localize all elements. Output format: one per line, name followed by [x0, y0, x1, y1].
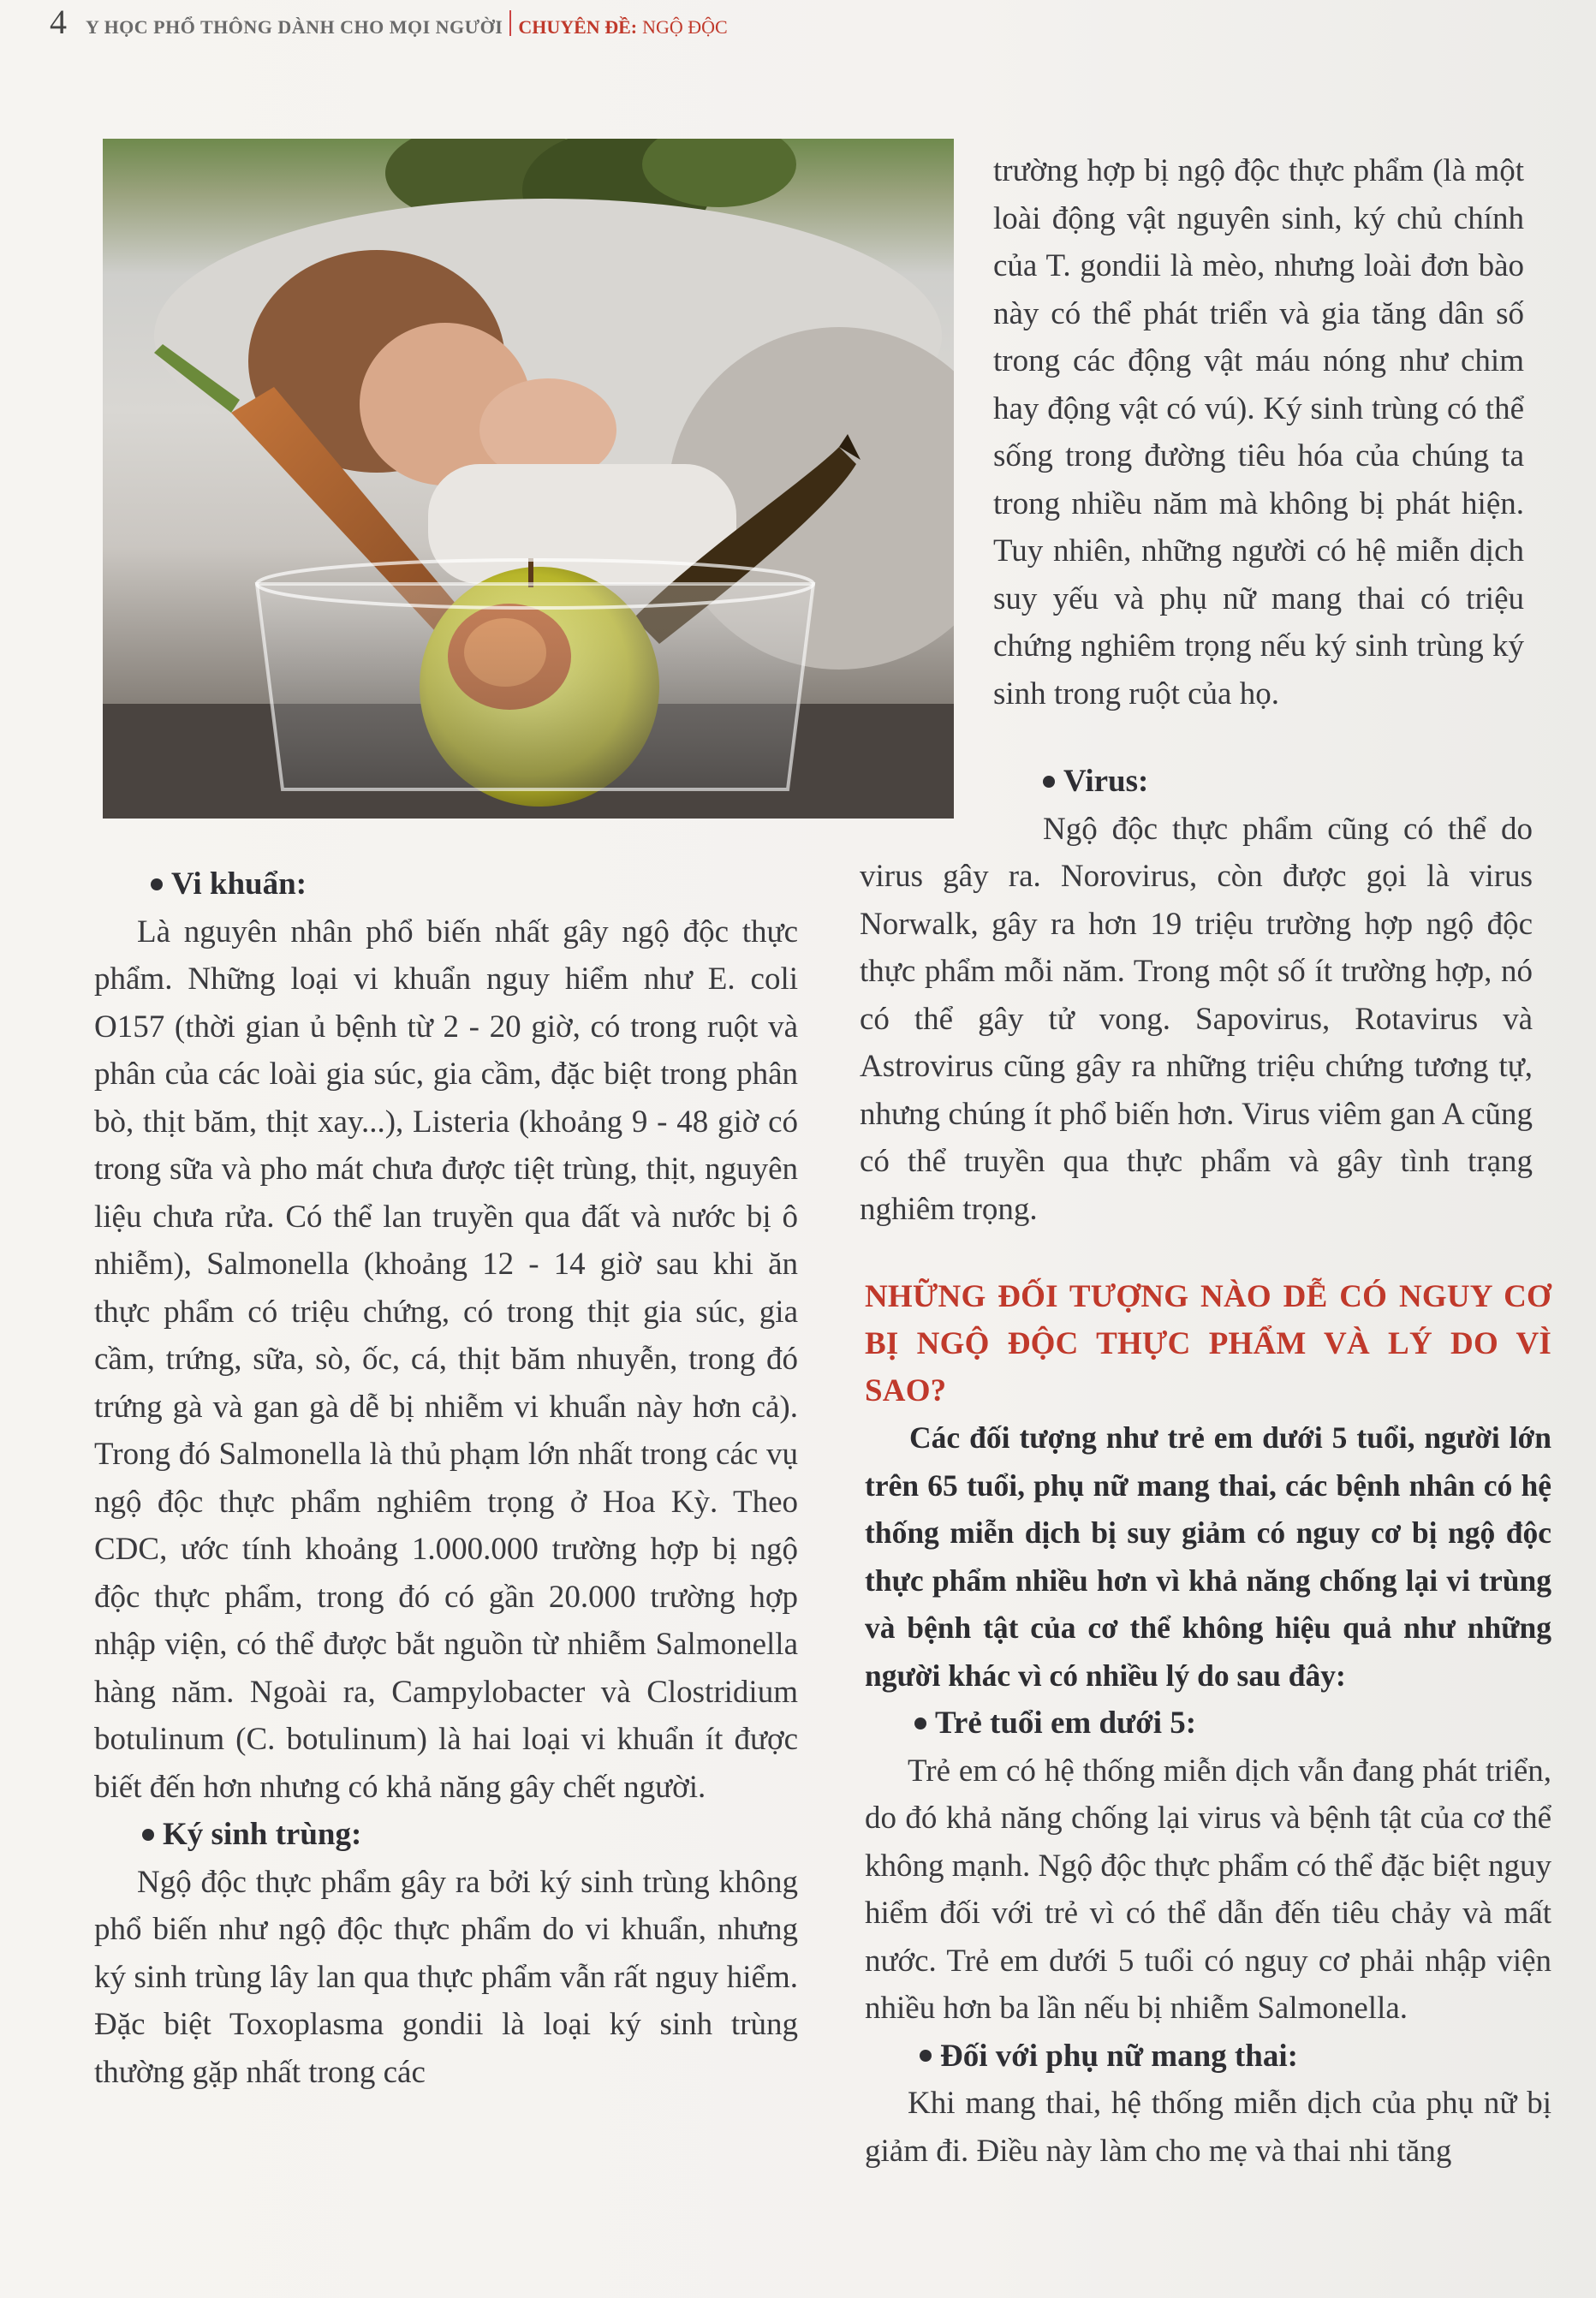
- bullet-dot-icon: [142, 1829, 154, 1841]
- header-divider: [509, 10, 511, 36]
- pregnant-text: Khi mang thai, hệ thống miễn dịch của phụ nữ bị giảm đi. Điều này làm cho mẹ và thai nhi tăng: [865, 2086, 1551, 2169]
- bullet-dot-icon: [151, 878, 163, 890]
- parasite-continuation-text: trường hợp bị ngộ độc thực phẩm (là một loài động vật nguyên sinh, ký chủ chính của T. gondii là mèo, nhưng loài đơn bào này có thể phát triển và gia tăng dân số trong các động vật máu nóng như chim hay động vật có vú). Ký sinh trùng có thể sống trong đường tiêu hóa của chúng ta trong nhiều năm mà không bị phát hiện. Tuy nhiên, những người có hệ miễn dịch suy yếu và phụ nữ mang thai có triệu chứng nghiêm trọng nếu ký sinh trùng ký sinh trong ruột của họ.: [993, 153, 1524, 711]
- article-photo: [103, 139, 954, 819]
- glass-bowl: [257, 560, 813, 789]
- pregnant-bullet: [865, 2033, 1551, 2081]
- children-label: Trẻ tuổi em dưới 5:: [935, 1706, 1197, 1741]
- right-column-continuation: [993, 147, 1524, 717]
- page-number: 4: [50, 3, 67, 41]
- children-text: Trẻ em có hệ thống miễn dịch vẫn đang phát triển, do đó khả năng chống lại virus và bệnh tật của cơ thể không mạnh. Ngộ độc thực phẩm có thể đặc biệt nguy hiểm đối với trẻ vì có thể dẫn đến tiêu chảy và mất nước. Trẻ em dưới 5 tuổi có nguy cơ phải nhập viện nhiều hơn ba lần nếu bị nhiễm Salmonella.: [865, 1753, 1552, 2026]
- page-header: [50, 2, 728, 45]
- bacteria-text: Là nguyên nhân phổ biến nhất gây ngộ độc thực phẩm. Những loại vi khuẩn nguy hiểm như E. coli O157 (thời gian ủ bệnh từ 2 - 20 giờ, có trong ruột và phân của các loài gia súc, gia cầm, đặc biệt trong phân bò, thịt băm, thịt xay...), Listeria (khoảng 9 - 48 giờ có trong sữa và pho mát chưa được tiệt trùng, thịt, nguyên liệu chưa rửa. Có thể lan truyền qua đất và nước bị ô nhiễm), Salmonella (khoảng 12 - 14 giờ sau khi ăn thực phẩm có triệu chứng, có trong thịt gia súc, gia cầm, trứng, sữa, sò, ốc, cá, thịt băm nhuyễn, trong đó trứng gà và gan gà dễ bị nhiễm vi khuẩn này hơn cả). Trong đó Salmonella là thủ phạm lớn nhất trong các vụ ngộ độc thực phẩm nghiêm trọng ở Hoa Kỳ. Theo CDC, ước tính khoảng 1.000.000 trường hợp bị ngộ độc thực phẩm, trong đó có gần 20.000 trường hợp nhập viện, có thể được bắt nguồn từ nhiễm Salmonella hàng năm. Ngoài ra, Campylobacter và Clostridium botulinum (C. botulinum) là hai loại vi khuẩn ít được biết đến hơn nhưng có khả năng gây chết người.: [94, 914, 798, 1805]
- risk-groups-section: [865, 1273, 1551, 2175]
- bacteria-label: Vi khuẩn:: [171, 866, 307, 902]
- magazine-title: Y HỌC PHỔ THÔNG DÀNH CHO MỌI NGƯỜI: [86, 16, 503, 38]
- children-bullet: [865, 1700, 1551, 1747]
- bullet-dot-icon: [920, 2050, 932, 2062]
- virus-section: [860, 758, 1533, 1233]
- topic-value: NGỘ ĐỘC: [642, 16, 728, 38]
- topic-label: CHUYÊN ĐỀ:: [518, 16, 638, 38]
- bullet-dot-icon: [1043, 776, 1055, 788]
- virus-text: Ngộ độc thực phẩm cũng có thể do virus gây ra. Norovirus, còn được gọi là virus Norwalk, gây ra hơn 19 triệu trường hợp ngộ độc thực phẩm mỗi năm. Trong một số ít trường hợp, nó có thể gây tử vong. Sapovirus, Rotavirus và Astrovirus cũng gây ra những triệu chứng tương tự, nhưng chúng ít phổ biến hơn. Virus viêm gan A cũng có thể truyền qua thực phẩm và gây tình trạng nghiêm trọng.: [860, 811, 1533, 1227]
- bacteria-bullet: [94, 860, 798, 908]
- left-column: [94, 860, 798, 2096]
- parasite-bullet: [94, 1811, 798, 1859]
- section-heading: NHỮNG ĐỐI TƯỢNG NÀO DỄ CÓ NGUY CƠ BỊ NGỘ ĐỘC THỰC PHẨM VÀ LÝ DO VÌ SAO?: [865, 1279, 1551, 1408]
- bullet-dot-icon: [914, 1718, 926, 1729]
- section-lead: Các đối tượng như trẻ em dưới 5 tuổi, người lớn trên 65 tuổi, phụ nữ mang thai, các bệnh nhân có hệ thống miễn dịch bị suy giảm có nguy cơ bị ngộ độc thực phẩm nhiều hơn vì khả năng chống lại vi trùng và bệnh tật của cơ thể không hiệu quả như những người khác vì có nhiều lý do sau đây:: [865, 1420, 1551, 1693]
- virus-label: Virus:: [1063, 764, 1149, 799]
- parasite-text: Ngộ độc thực phẩm gây ra bởi ký sinh trùng không phổ biến như ngộ độc thực phẩm do vi khuẩn, nhưng ký sinh trùng lây lan qua thực phẩm vẫn rất nguy hiểm. Đặc biệt Toxoplasma gondii là loại ký sinh trùng thường gặp nhất trong các: [94, 1864, 798, 2090]
- parasite-label: Ký sinh trùng:: [163, 1817, 362, 1852]
- pregnant-label: Đối với phụ nữ mang thai:: [940, 2038, 1298, 2074]
- virus-bullet: [860, 758, 1533, 806]
